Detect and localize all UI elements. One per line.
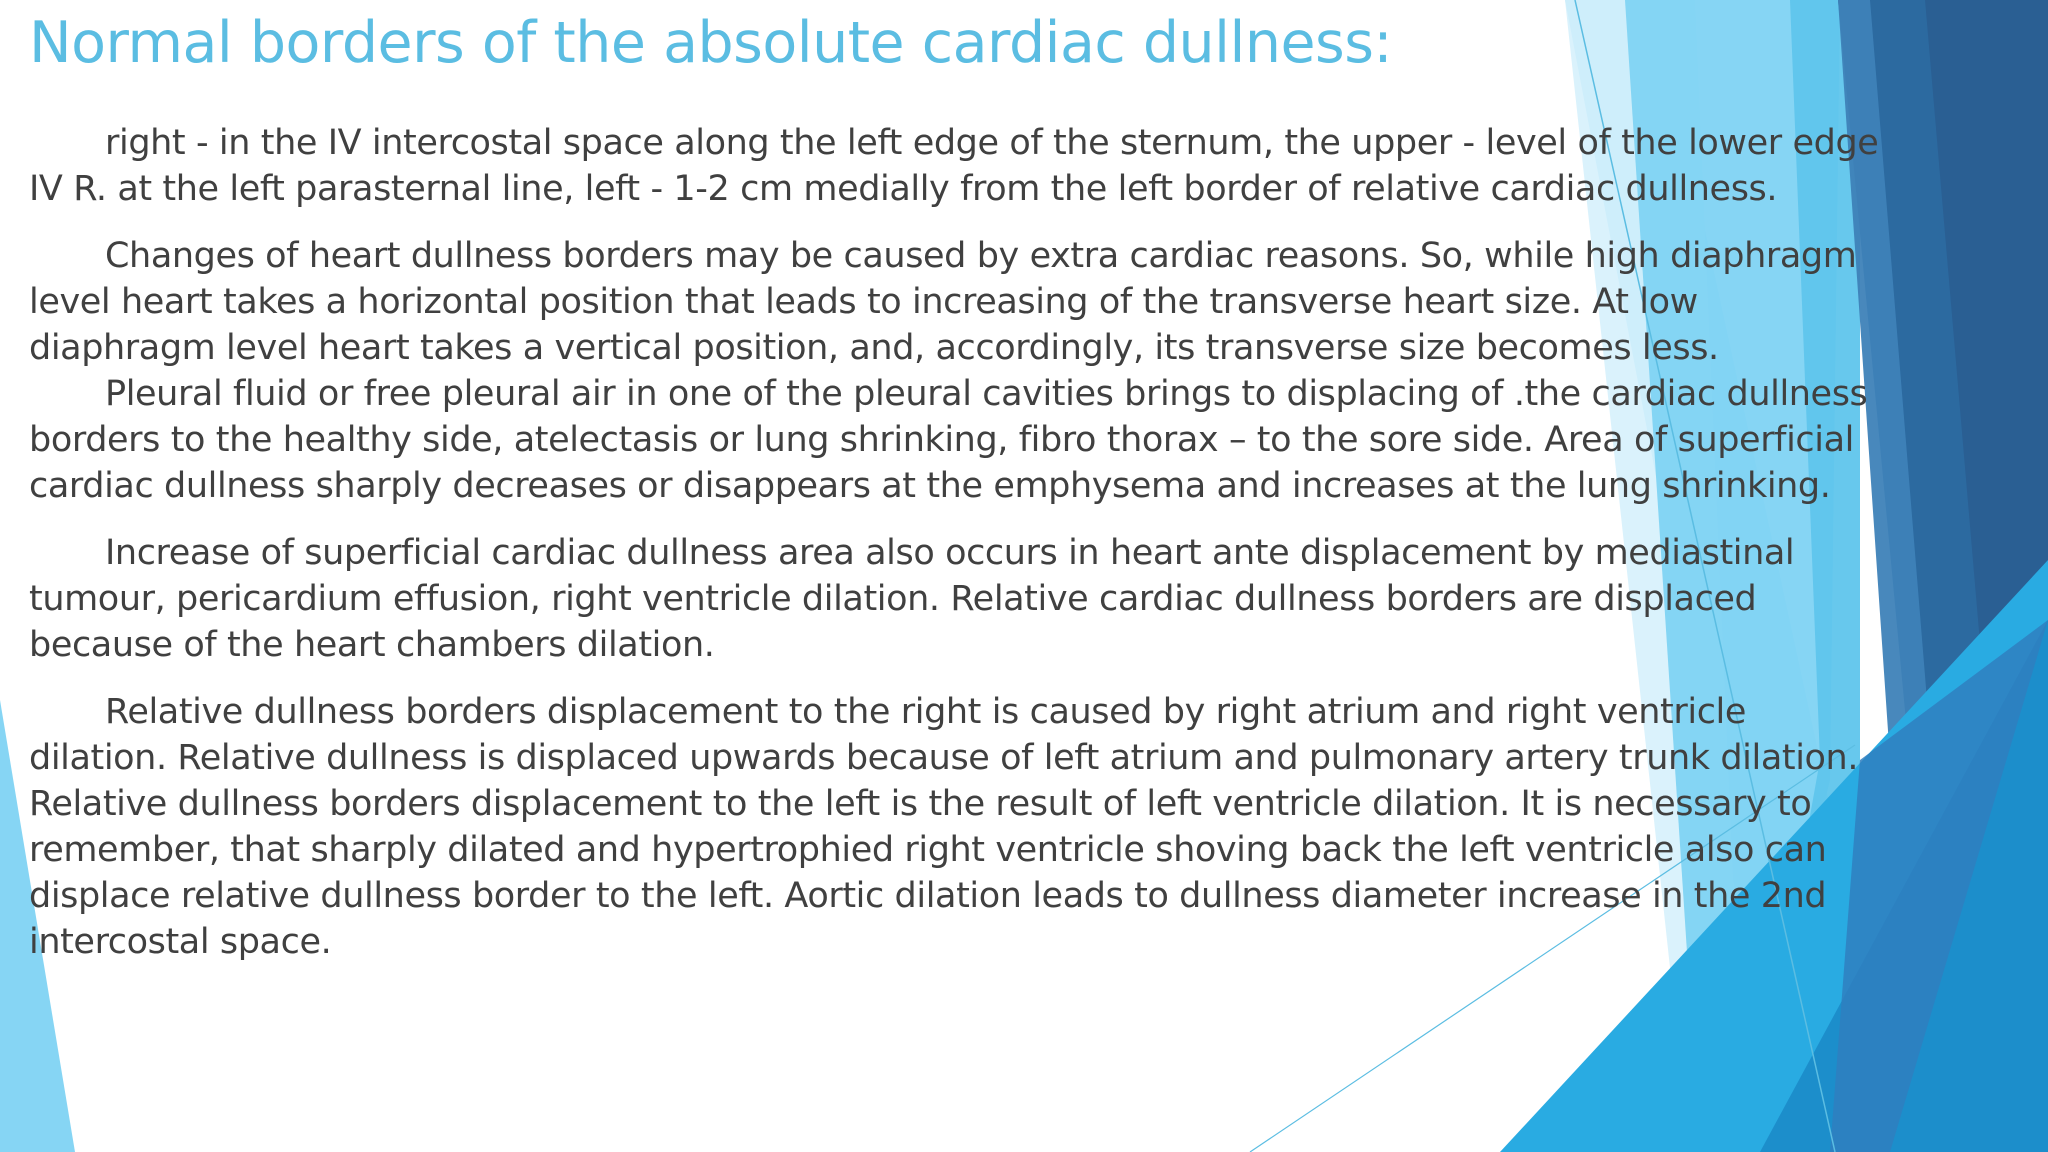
paragraph-pleural-fluid: Pleural fluid or free pleural air in one of the pleural cavities brings to displacing of .the cardiac dullness borders to the healthy side, atelectasis or lung shrinking, fibro thorax – to the sore side. Area of superficial cardiac dullness sharply decreases or disappears at the emphysema and increases at the lung shrinking.	[29, 374, 1868, 506]
slide-title: Normal borders of the absolute cardiac dullness:	[29, 10, 1393, 76]
paragraph-absolute-borders: right - in the IV intercostal space along the left edge of the sternum, the upper - level of the lower edge IV R. at the left parasternal line, left - 1-2 cm medially from the left border of relative cardiac dullness.	[29, 123, 1879, 209]
paragraph-relative-dullness-displacement: Relative dullness borders displacement to the right is caused by right atrium and right ventricle dilation. Relative dullness is displaced upwards because of left atrium and pulmonary artery trunk dilation. Relative dullness borders displacement to the left is the result of left ventricle dilation. It is necessary to remember, that sharply dilated and hypertrophied right ventricle shoving back the left ventricle also can displace relative dullness border to the left. Aortic dilation leads to dullness diameter increase in the 2nd intercostal space.	[29, 692, 1859, 962]
paragraph-extra-cardiac-reasons: Changes of heart dullness borders may be caused by extra cardiac reasons. So, while high diaphragm level heart takes a horizontal position that leads to increasing of the transverse heart size. At low diaphragm level heart takes a vertical position, and, accordingly, its transverse size becomes less.	[29, 236, 1857, 368]
slide-body	[29, 120, 1879, 965]
paragraph-superficial-dullness-increase: Increase of superficial cardiac dullness area also occurs in heart ante displacement by mediastinal tumour, pericardium effusion, right ventricle dilation. Relative cardiac dullness borders are displaced because of the heart chambers dilation.	[29, 533, 1795, 665]
